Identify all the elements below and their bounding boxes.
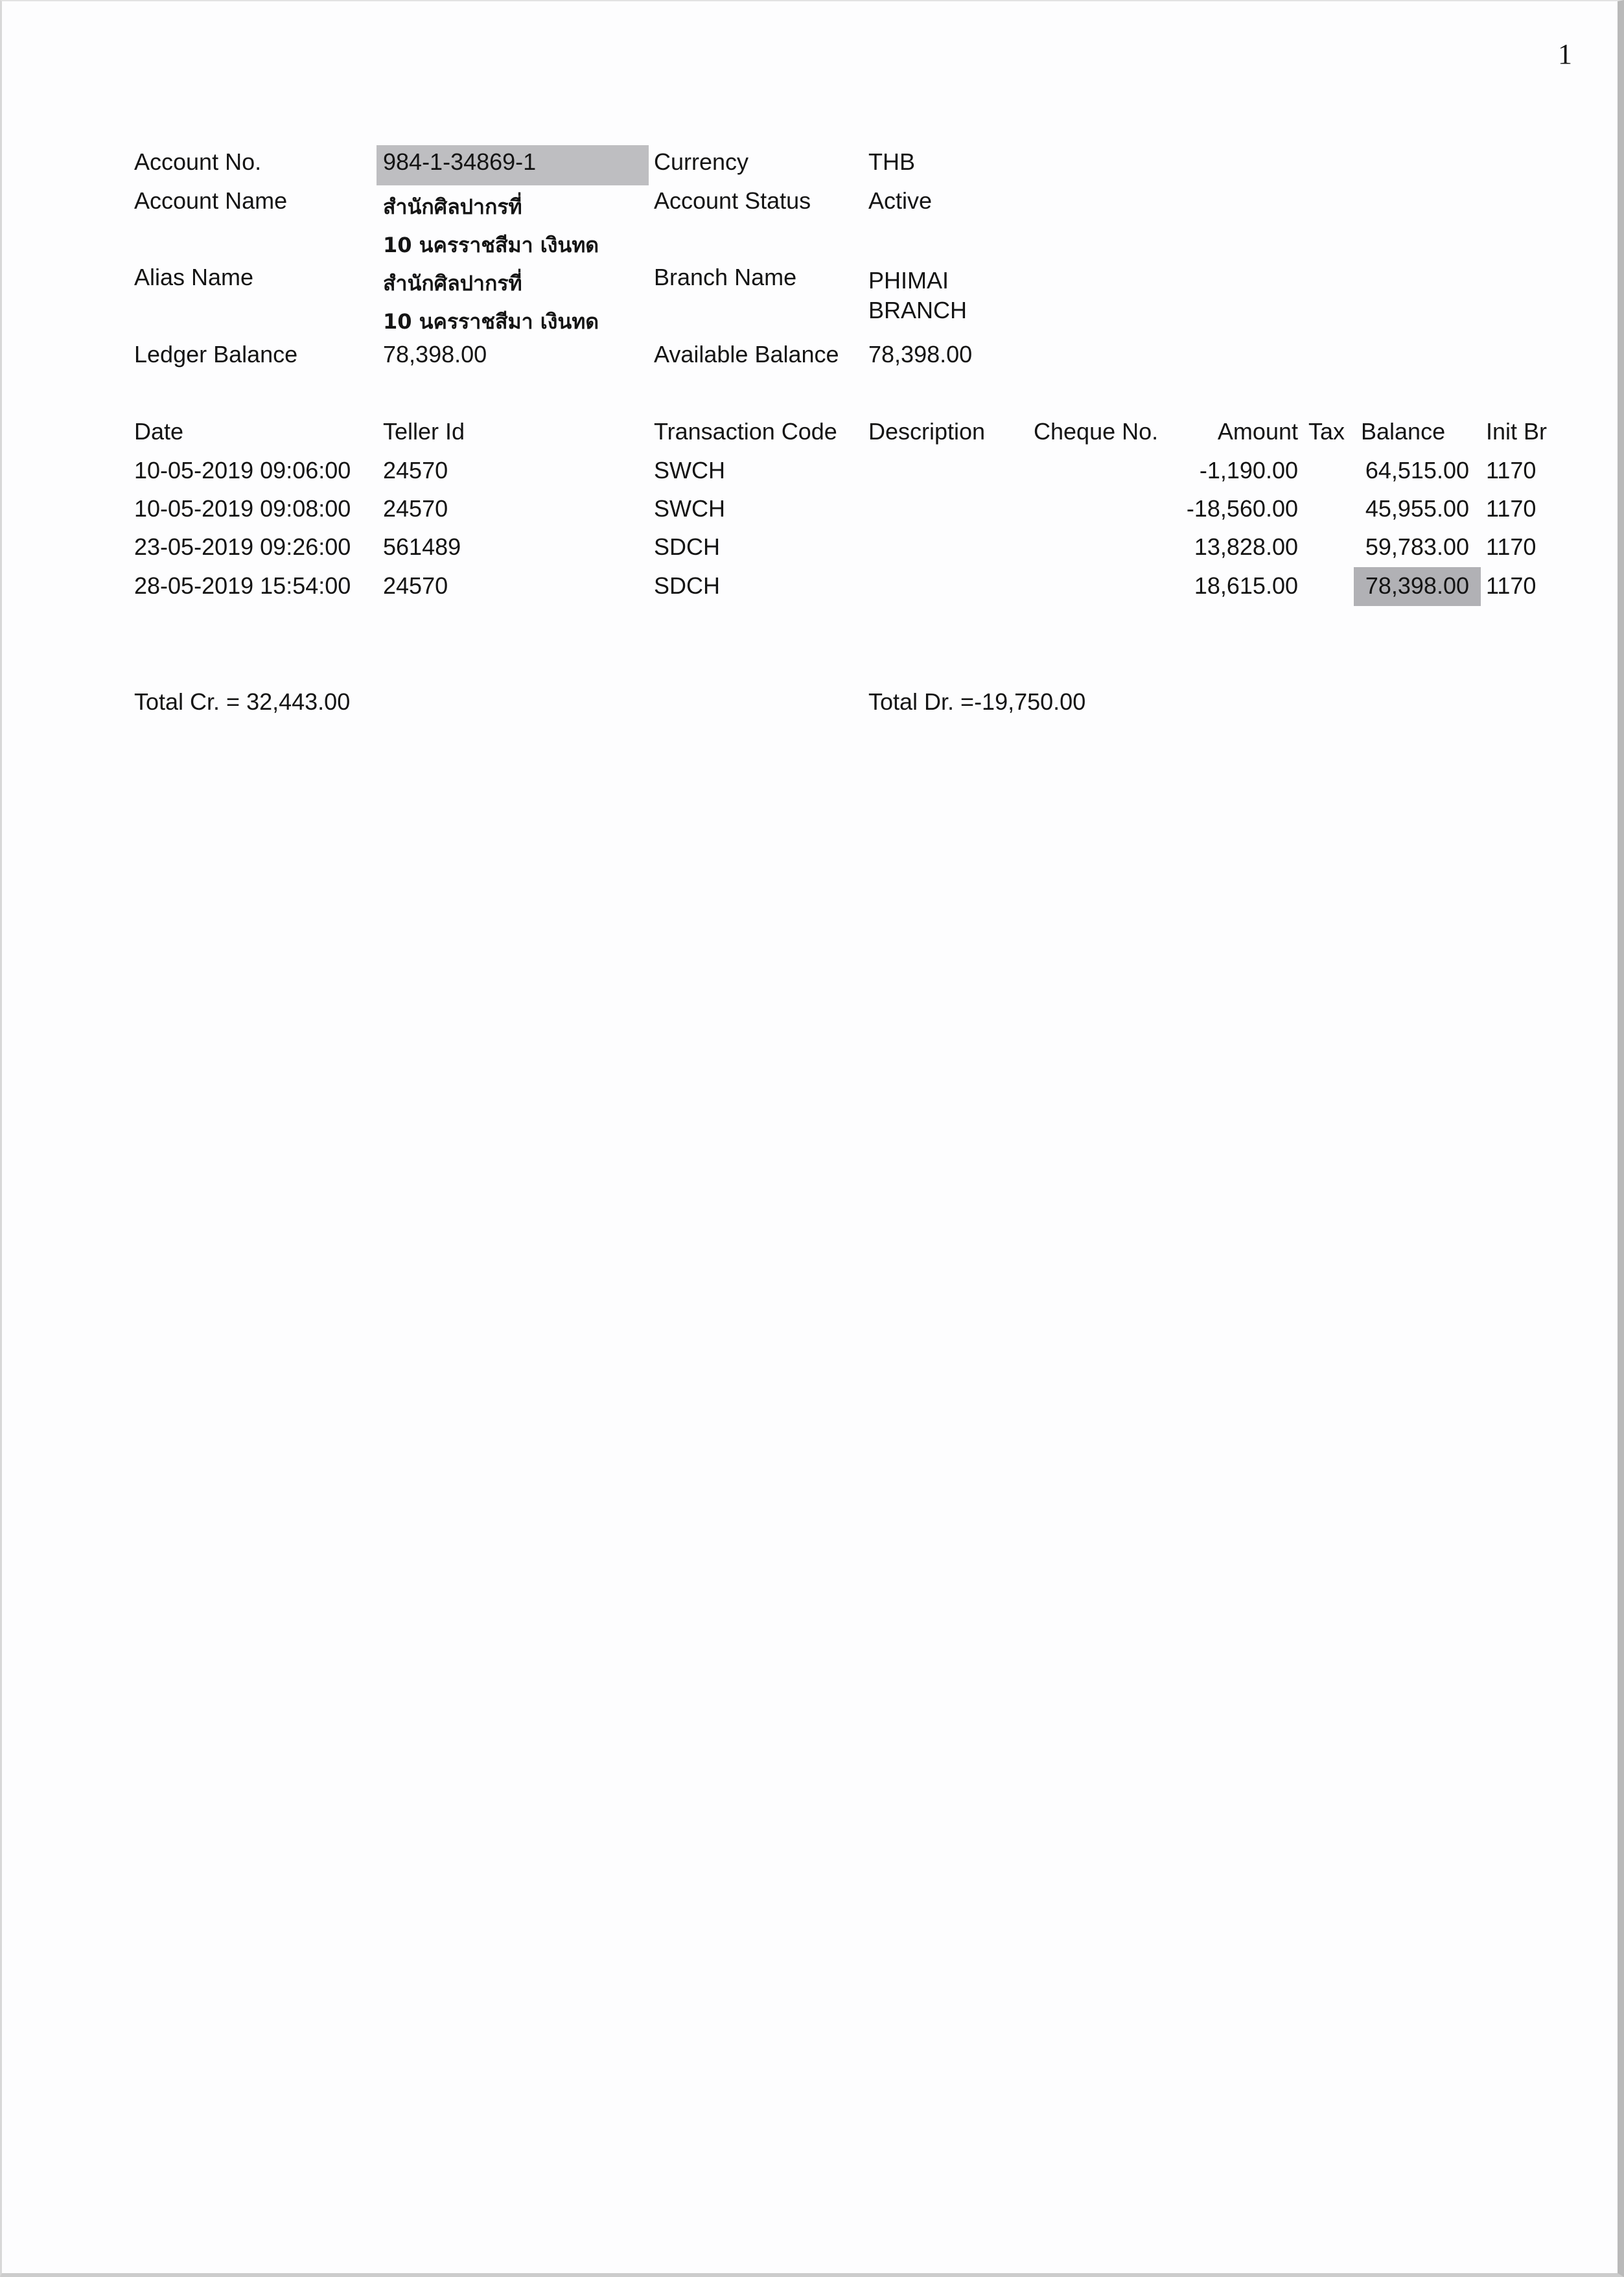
page-number: 1: [1558, 38, 1572, 70]
row-1-amount: -1,190.00: [1199, 457, 1298, 484]
header-tax: Tax: [1308, 418, 1345, 445]
account-name-line1: สำนักศิลปากรที่: [383, 194, 522, 219]
row-2-balance: 45,955.00: [1365, 495, 1469, 522]
branch-name-label: Branch Name: [654, 264, 797, 290]
total-debit: Total Dr. =-19,750.00: [868, 688, 1086, 715]
row-1-date: 10-05-2019 09:06:00: [134, 457, 351, 484]
branch-name-value: [868, 266, 967, 325]
row-1-teller-id: 24570: [383, 457, 448, 484]
row-3-transaction-code: SDCH: [654, 533, 721, 560]
available-balance-label: Available Balance: [654, 341, 839, 368]
account-name-value: [383, 188, 599, 264]
row-2-transaction-code: SWCH: [654, 495, 725, 522]
account-status-value: Active: [868, 187, 933, 214]
header-amount: Amount: [1217, 418, 1298, 445]
currency-value: THB: [868, 148, 915, 175]
alias-name-line1: สำนักศิลปากรที่: [383, 271, 522, 296]
row-4-date: 28-05-2019 15:54:00: [134, 572, 351, 599]
row-4-amount: 18,615.00: [1194, 572, 1298, 599]
total-credit: Total Cr. = 32,443.00: [134, 688, 351, 715]
account-name-line2: 10 นครราชสีมา เงินทด: [383, 233, 599, 257]
row-3-init-br: 1170: [1486, 533, 1537, 560]
header-transaction-code: Transaction Code: [654, 418, 837, 445]
row-2-teller-id: 24570: [383, 495, 448, 522]
row-2-date: 10-05-2019 09:08:00: [134, 495, 351, 522]
row-2-init-br: 1170: [1486, 495, 1537, 522]
row-4-teller-id: 24570: [383, 572, 448, 599]
row-4-balance: 78,398.00: [1365, 572, 1469, 599]
header-date: Date: [134, 418, 184, 445]
header-teller-id: Teller Id: [383, 418, 465, 445]
row-4-transaction-code: SDCH: [654, 572, 721, 599]
row-1-transaction-code: SWCH: [654, 457, 725, 484]
branch-name-line2: BRANCH: [868, 297, 968, 323]
account-status-label: Account Status: [654, 187, 811, 214]
row-1-init-br: 1170: [1486, 457, 1537, 484]
header-init-br: Init Br: [1486, 418, 1548, 445]
account-name-label: Account Name: [134, 187, 288, 214]
row-3-teller-id: 561489: [383, 533, 461, 560]
currency-label: Currency: [654, 148, 749, 175]
row-3-date: 23-05-2019 09:26:00: [134, 533, 351, 560]
account-no-value: 984-1-34869-1: [383, 148, 537, 175]
header-cheque-no: Cheque No.: [1034, 418, 1159, 445]
row-2-amount: -18,560.00: [1186, 495, 1298, 522]
row-3-balance: 59,783.00: [1365, 533, 1469, 560]
branch-name-line1: PHIMAI: [868, 267, 949, 294]
row-3-amount: 13,828.00: [1194, 533, 1298, 560]
header-description: Description: [868, 418, 986, 445]
alias-name-label: Alias Name: [134, 264, 254, 290]
header-balance: Balance: [1361, 418, 1446, 445]
row-1-balance: 64,515.00: [1365, 457, 1469, 484]
alias-name-line2: 10 นครราชสีมา เงินทด: [383, 309, 599, 334]
alias-name-value: [383, 264, 599, 341]
ledger-balance-value: 78,398.00: [383, 341, 487, 368]
available-balance-value: 78,398.00: [868, 341, 973, 368]
row-4-init-br: 1170: [1486, 572, 1537, 599]
ledger-balance-label: Ledger Balance: [134, 341, 298, 368]
account-no-label: Account No.: [134, 148, 262, 175]
